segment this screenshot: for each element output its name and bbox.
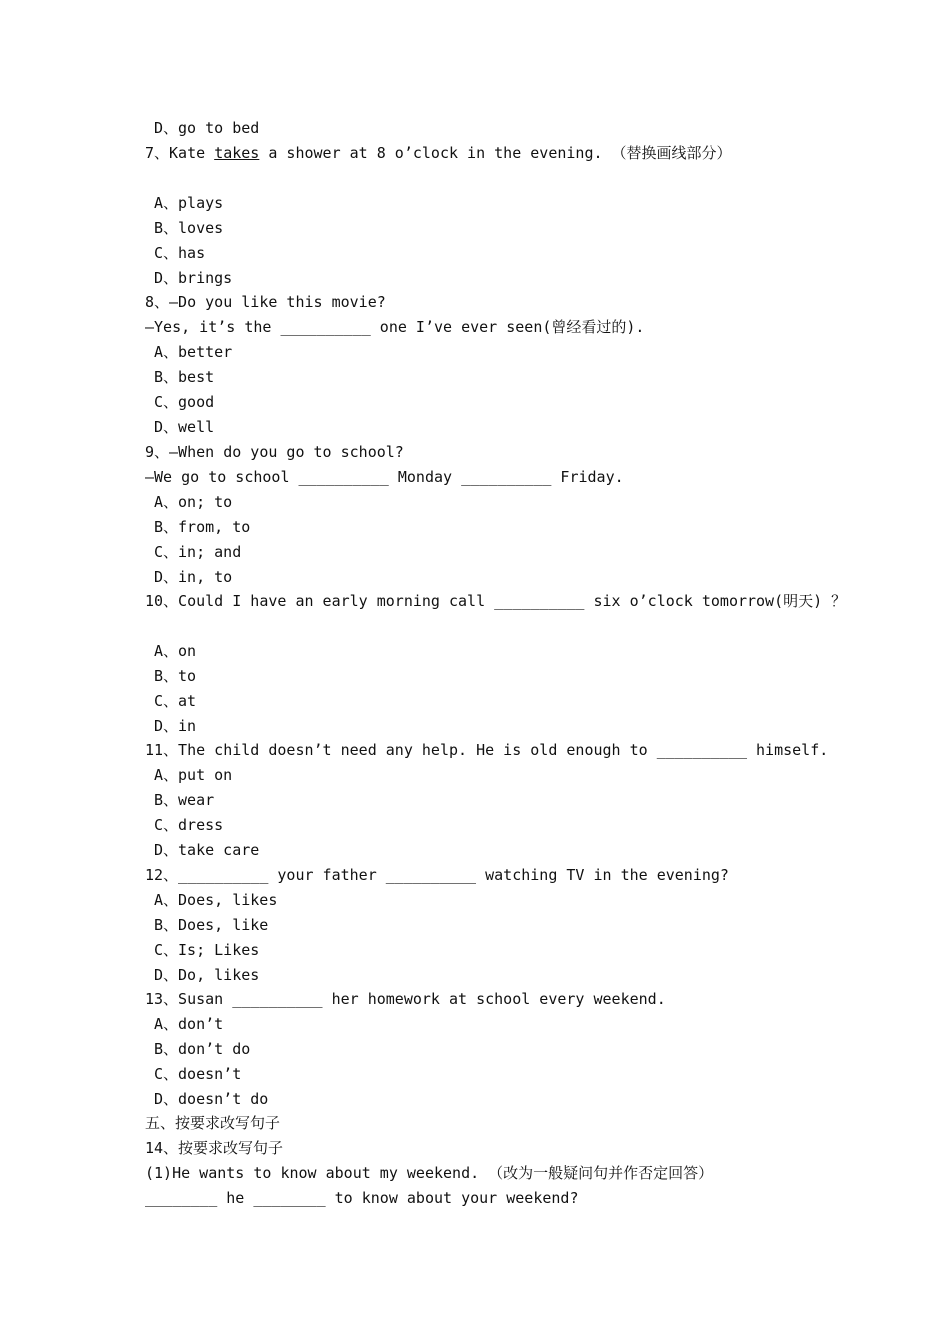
q9-option-d: D、in, to [154, 568, 233, 586]
q9-option-c: C、in; and [154, 543, 242, 561]
option-d-prev: D、go to bed [154, 119, 260, 137]
question-14: 14、按要求改写句子 [145, 1139, 284, 1157]
q13-option-b: B、don’t do [154, 1040, 251, 1058]
question-11: 11、The child doesn’t need any help. He is old enough to __________ himself. [145, 741, 829, 759]
section-5-heading: 五、按要求改写句子 [145, 1114, 281, 1132]
question-10: 10、Could I have an early morning call __________ six o’clock tomorrow(明天) ？ [145, 592, 847, 610]
q8-option-c: C、good [154, 393, 215, 411]
question-8: 8、—Do you like this movie? [145, 293, 386, 311]
question-7-start: 7、Kate [145, 144, 215, 162]
question-14-part-1-blank: ________ he ________ to know about your weekend? [145, 1189, 579, 1207]
q8-option-b: B、best [154, 368, 215, 386]
q12-option-d: D、Do, likes [154, 966, 260, 984]
q9-option-b: B、from, to [154, 518, 251, 536]
q8-option-d: D、well [154, 418, 215, 436]
q11-option-b: B、wear [154, 791, 215, 809]
q11-option-d: D、take care [154, 841, 260, 859]
q9-option-a: A、on; to [154, 493, 233, 511]
question-7-end: a shower at 8 o’clock in the evening. （替换画线部分） [259, 144, 732, 162]
q12-option-b: B、Does, like [154, 916, 269, 934]
question-14-part-1: (1)He wants to know about my weekend. （改为一般疑问句并作否定回答） [145, 1164, 714, 1182]
underlined-word: takes [214, 144, 260, 162]
question-13: 13、Susan __________ her homework at school every weekend. [145, 990, 666, 1008]
q12-option-c: C、Is; Likes [154, 941, 260, 959]
q7-option-d: D、brings [154, 269, 233, 287]
q13-option-a: A、don’t [154, 1015, 224, 1033]
q10-option-c: C、at [154, 692, 197, 710]
q11-option-c: C、dress [154, 816, 224, 834]
q11-option-a: A、put on [154, 766, 233, 784]
q12-option-a: A、Does, likes [154, 891, 278, 909]
question-9: 9、—When do you go to school? [145, 443, 404, 461]
q10-option-b: B、to [154, 667, 197, 685]
q7-option-c: C、has [154, 244, 206, 262]
question-9-answer-line: —We go to school __________ Monday __________ Friday. [145, 468, 624, 486]
question-8-answer-line: —Yes, it’s the __________ one I’ve ever seen(曾经看过的). [145, 318, 645, 336]
q13-option-d: D、doesn’t do [154, 1090, 269, 1108]
q7-option-a: A、plays [154, 194, 224, 212]
question-7 [145, 143, 732, 163]
q10-option-d: D、in [154, 717, 197, 735]
q10-option-a: A、on [154, 642, 197, 660]
q13-option-c: C、doesn’t [154, 1065, 242, 1083]
question-12: 12、__________ your father __________ watching TV in the evening? [145, 866, 729, 884]
q8-option-a: A、better [154, 343, 233, 361]
q7-option-b: B、loves [154, 219, 224, 237]
